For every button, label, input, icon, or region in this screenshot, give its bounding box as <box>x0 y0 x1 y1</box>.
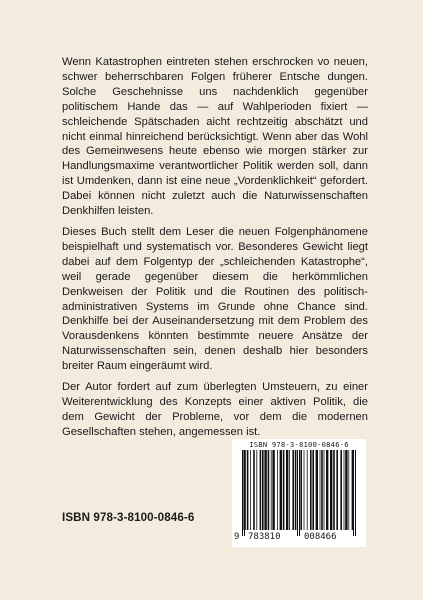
barcode-bars-icon <box>242 450 356 538</box>
barcode-bar <box>324 450 325 530</box>
barcode-guard-bar <box>244 450 245 536</box>
isbn-label: ISBN 978-3-8100-0846-6 <box>62 511 195 524</box>
barcode-bar <box>264 450 266 530</box>
barcode <box>232 439 366 547</box>
barcode-bar <box>250 450 251 530</box>
barcode-bar <box>292 450 294 530</box>
barcode-bar <box>280 450 282 530</box>
barcode-bar <box>348 450 349 530</box>
barcode-guard-bar <box>355 450 356 536</box>
barcode-digits <box>232 532 366 544</box>
barcode-bar <box>256 450 257 530</box>
blurb-text <box>62 55 368 446</box>
barcode-guard-bar <box>297 450 298 536</box>
barcode-digits-right: 008466 <box>304 532 337 542</box>
barcode-bar <box>295 450 297 530</box>
barcode-bar <box>260 450 262 530</box>
barcode-isbn-text: ISBN 978-3-8100-0846-6 <box>249 440 349 449</box>
barcode-bar <box>345 450 347 530</box>
barcode-bar <box>330 450 332 530</box>
barcode-bar <box>340 450 342 530</box>
barcode-bar <box>262 450 264 530</box>
barcode-bar <box>304 450 305 530</box>
barcode-bar <box>268 450 270 530</box>
barcode-bar <box>283 450 285 530</box>
blurb-paragraph-3: Der Autor fordert auf zum überlegten Umsteuern, zu einer Weiterentwicklung des Konzepts einer aktiven Politik, die dem Gewicht der Probleme, vor dem die modernen Gesellschaften stehen, angemessen ist. <box>62 381 368 438</box>
barcode-guard-bar <box>299 450 300 536</box>
barcode-guard-bar <box>242 450 243 536</box>
barcode-bar <box>277 450 278 530</box>
barcode-bar <box>300 450 302 530</box>
barcode-bar <box>272 450 274 530</box>
barcode-bar <box>307 450 308 530</box>
barcode-digit-lead: 9 <box>234 532 240 542</box>
barcode-bar <box>289 450 290 530</box>
barcode-bar <box>344 450 345 530</box>
barcode-bar <box>253 450 255 530</box>
barcode-bar <box>321 450 323 530</box>
barcode-bar <box>286 450 288 530</box>
barcode-bar <box>326 450 328 530</box>
barcode-bar <box>320 450 321 530</box>
barcode-bar <box>312 450 314 530</box>
barcode-bar <box>271 450 272 530</box>
blurb-paragraph-1: Wenn Katastrophen eintreten stehen erschrocken vo neuen, schwer beherrschbaren Folgen früherer Entsche dungen. Solche Geschehnisse uns nachdenklich gegenüber politischem Hande das — auf Wahlperioden fixiert — schleichende Spätschaden aicht rechtzeitig abschätzt und nicht einmal hinreichend berücksichtigt. Wenn aber das Wohl des Gemeinwesens heute ebenso wie morgen stärker zur Handlungsmaxime verantwortlicher Politik werden soll, dann ist Umdenken, dann ist eine neue „Vordenklichkeit“ gefordert. Dabei können nicht zuletzt auch die Naturwissenschaften Denkhilfen leisten. <box>62 56 368 218</box>
barcode-bar <box>245 450 246 530</box>
barcode-bar <box>333 450 335 530</box>
barcode-bar <box>336 450 338 530</box>
barcode-guard-bar <box>353 450 354 536</box>
barcode-bar <box>310 450 312 530</box>
barcode-bar <box>316 450 318 530</box>
barcode-bar <box>247 450 249 530</box>
barcode-digits-left: 783810 <box>248 532 281 542</box>
blurb-paragraph-2: Dieses Buch stellt dem Leser die neuen Folgenphänomene beispielhaft und systematisch vor. Besonderes Gewicht liegt dabei auf dem Folgentyp der „schleichenden Katastrophe“, weil gerade gegenüber diesem die herkömmlichen Denkweisen der Politik und die Routinen des politisch-administrativen Systems im Grunde ohne Chance sind. Denkhilfe bei der Auseinandersetzung mit dem Problem des Vorausdenkens könnten bestimmte neuere Ansätze der Naturwissenschaften sein, denen deshalb hier besonders breiter Raum eingeräumt wird. <box>62 225 368 373</box>
